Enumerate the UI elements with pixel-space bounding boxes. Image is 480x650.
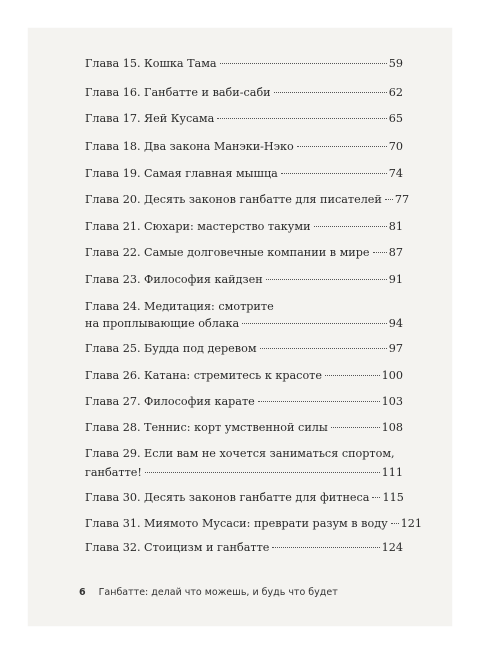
toc-entry: [85, 273, 403, 287]
toc-entry: [85, 140, 403, 154]
toc-entry-title: Глава 32. Стоицизм и ганбатте: [85, 541, 270, 554]
toc-leader-dots: [325, 375, 380, 376]
toc-entry-title: Глава 18. Два закона Манэки-Нэко: [85, 140, 294, 153]
toc-entry-title: Глава 30. Десять законов ганбатте для фитнеса: [85, 491, 370, 504]
toc-entry: [85, 517, 423, 531]
toc-entry-title: Глава 16. Ганбатте и ваби-саби: [85, 86, 271, 99]
toc-page-number: 65: [388, 112, 403, 125]
toc-page-number: 121: [400, 517, 423, 530]
toc-leader-dots: [373, 252, 387, 253]
toc-entry: [85, 342, 403, 356]
toc-entry-title: Глава 28. Теннис: корт умственной силы: [85, 421, 328, 434]
toc-leader-dots: [260, 348, 387, 349]
footer-page-number: 6: [79, 587, 86, 598]
toc-page-number: 70: [388, 140, 403, 153]
page-footer: [79, 587, 338, 598]
toc-entry-title: Глава 23. Философия кайдзен: [85, 273, 263, 286]
toc-entry: [85, 369, 403, 383]
toc-entry-title-continued: на проплывающие облака: [85, 317, 240, 330]
toc-page-number: 74: [388, 167, 403, 180]
toc-leader-dots: [314, 226, 387, 227]
toc-page-number: 108: [381, 421, 403, 434]
footer-running-title: Ганбатте: делай что можешь, и будь что будет: [98, 587, 338, 598]
toc-leader-dots: [281, 173, 387, 174]
toc-page-number: 124: [381, 541, 403, 554]
toc-entry: [85, 541, 403, 555]
toc-page-number: 59: [388, 57, 403, 70]
toc-entry: [85, 246, 403, 260]
toc-leader-dots: [297, 146, 387, 147]
toc-page-number: 87: [388, 246, 403, 259]
toc-entry: [85, 421, 403, 435]
toc-page-number: 103: [381, 395, 403, 408]
toc-entry-title-continued: ганбатте!: [85, 466, 142, 479]
toc-page-number: 62: [388, 86, 403, 99]
toc-entry-title: Глава 27. Философия карате: [85, 395, 255, 408]
toc-entry: [85, 447, 403, 480]
toc-entry-title: Глава 24. Медитация: смотрите: [85, 300, 274, 313]
toc-entry: [85, 57, 403, 71]
toc-leader-dots: [272, 547, 379, 548]
toc-entry-title: Глава 31. Миямото Мусаси: преврати разум в воду: [85, 517, 388, 530]
toc-entry: [85, 300, 403, 331]
toc-entry: [85, 86, 403, 100]
toc-entry-title: Глава 26. Катана: стремитесь к красоте: [85, 369, 322, 382]
toc-leader-dots: [331, 427, 380, 428]
toc-leader-dots: [385, 199, 393, 200]
toc-entry-title: Глава 21. Сюхари: мастерство такуми: [85, 220, 311, 233]
toc-entry: [85, 193, 410, 207]
toc-leader-dots: [391, 523, 399, 524]
toc-entry: [85, 167, 403, 181]
toc-leader-dots: [274, 92, 387, 93]
toc-leader-dots: [145, 472, 380, 473]
toc-leader-dots: [242, 323, 387, 324]
toc-page-number: 111: [381, 466, 403, 479]
toc-leader-dots: [372, 497, 380, 498]
toc-entry: [85, 220, 403, 234]
toc-leader-dots: [217, 118, 386, 119]
toc-entry: [85, 491, 403, 505]
toc-entry-title: Глава 25. Будда под деревом: [85, 342, 257, 355]
toc-entry-title: Глава 15. Кошка Тама: [85, 57, 217, 70]
toc-entry-title: Глава 19. Самая главная мышца: [85, 167, 278, 180]
toc-page-number: 97: [388, 342, 403, 355]
toc-entry-title: Глава 22. Самые долговечные компании в мире: [85, 246, 370, 259]
toc-entry: [85, 395, 403, 409]
toc-entry: [85, 112, 403, 126]
toc-entry-title: Глава 29. Если вам не хочется заниматься спортом,: [85, 447, 395, 460]
toc-leader-dots: [258, 401, 380, 402]
toc-page-number: 100: [381, 369, 403, 382]
toc-entry-title: Глава 20. Десять законов ганбатте для писателей: [85, 193, 382, 206]
toc-page-number: 91: [388, 273, 403, 286]
toc-leader-dots: [266, 279, 387, 280]
toc-page-number: 94: [388, 317, 403, 330]
toc-entry-title: Глава 17. Яей Кусама: [85, 112, 215, 125]
toc-page-number: 77: [394, 193, 410, 206]
toc-page-number: 115: [382, 491, 404, 504]
toc-page-number: 81: [388, 220, 403, 233]
toc-leader-dots: [220, 63, 387, 64]
